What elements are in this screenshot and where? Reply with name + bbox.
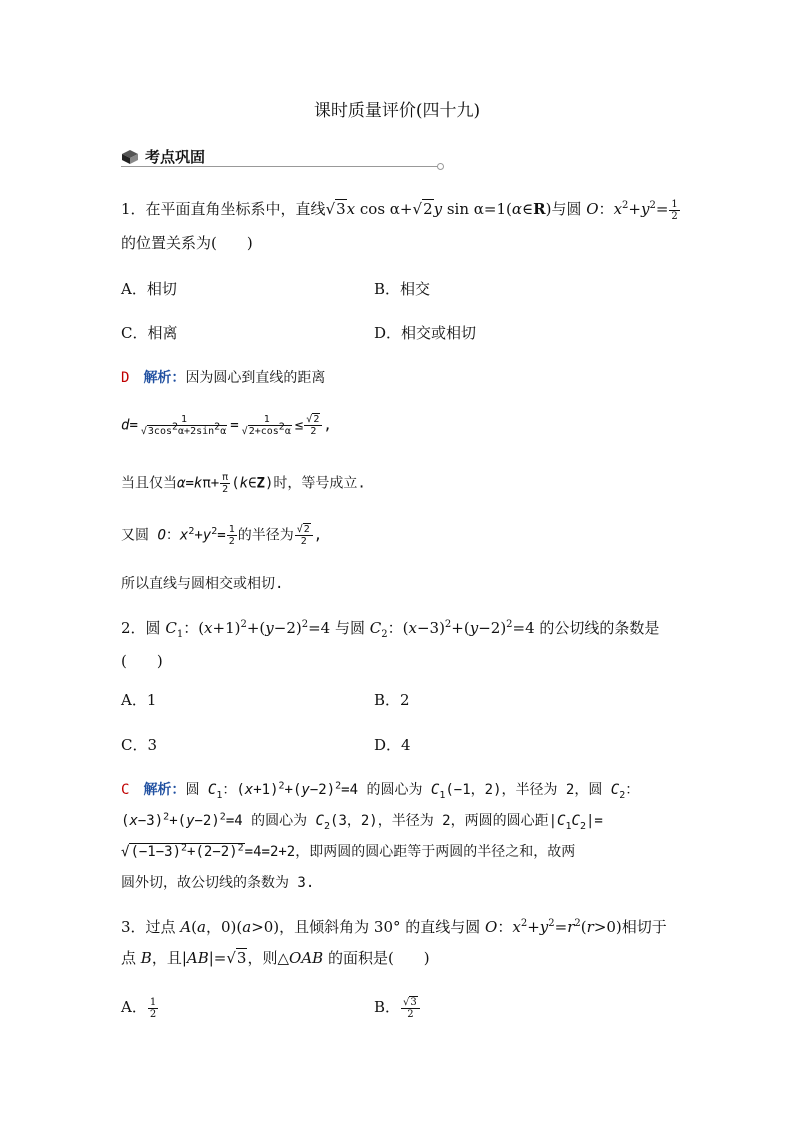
q1-option-c: C．相离	[121, 324, 178, 342]
q3-option-a: A． $\frac{1}{2}$	[121, 996, 157, 1020]
q1-stem: 1．在平面直角坐标系中，直线√3x cos α+√2y sin α=1(α∈R)与圆 O：$x^2+y^2=$ $\frac{1}{2}$	[121, 198, 681, 222]
q1-solution-conclusion: 所以直线与圆相交或相切.	[121, 576, 284, 592]
q1-option-a: A．相切	[121, 280, 177, 298]
q2-solution-line1: C 解析：圆 $C_1$：$(x+1)^2+(y-2)^2=4$ 的圆心为 $C_1(-1$，2)，半径为 2，圆 $C_2$：	[121, 780, 640, 801]
q2-solution-line2: $(x-3)^2+(y-2)^2=4$ 的圆心为 $C_2(3$，2)，半径为 2，两圆的圆心距$|C_1C_2|=$	[121, 811, 603, 832]
q1-option-b: B．相交	[374, 280, 431, 298]
q2-solution-label: 解析：	[143, 782, 186, 798]
q2-option-b: B．2	[374, 691, 410, 709]
section-divider	[121, 166, 439, 167]
q2-option-c: C．3	[121, 736, 158, 754]
q2-stem-cont: ( )	[121, 652, 163, 670]
q1-solution-label: 解析：	[143, 370, 186, 386]
section-divider-end	[437, 163, 444, 170]
q3-stem: 3．过点 A(a，0)(a>0)，且倾斜角为 30° 的直线与圆 O：$x^2+y^2=r^2(r>0)$相切于	[121, 918, 667, 936]
q2-answer: C	[121, 782, 130, 798]
cube-icon	[121, 149, 139, 165]
q2-solution-line4: 圆外切，故公切线的条数为 3.	[121, 875, 315, 891]
q1-stem-cont: 的位置关系为( )	[121, 234, 253, 252]
section-heading-text: 考点巩固	[145, 148, 206, 166]
section-heading	[121, 146, 205, 167]
q2-solution-line3: $√(-1-3)^2+(2-2)^2=4=2+2$，即两圆的圆心距等于两圆的半径之和，故两	[121, 842, 576, 860]
q2-option-a: A．1	[121, 691, 157, 709]
q1-formula: √3x cos α+√2y sin α=1(α∈R)与圆 O：$x^2+y^2=$ $\frac{1}{2}$	[325, 198, 678, 222]
q1-solution-distance: d= $\frac{1}{√3\cos^2\alpha+2\sin^2\alpha}$ = $\frac{1}{√2+\cos^2\alpha}$ ≤ $\frac{√2}{2}$ ,	[121, 414, 332, 437]
q3-stem-cont: 点 B，且|AB|=√3，则△OAB 的面积是( )	[121, 949, 430, 967]
q1-solution-equality: 当且仅当α=kπ+ $\frac{\pi}{2}$ (k∈Z)时，等号成立.	[121, 472, 366, 495]
q3-option-b: B． $\frac{√3}{2}$	[374, 996, 421, 1020]
q1-answer: D	[121, 370, 130, 386]
q1-solution-intro: D 解析：因为圆心到直线的距离	[121, 370, 326, 386]
q1-solution-radius: 又圆 O：$x^2+y^2=$ $\frac{1}{2}$ 的半径为 $\frac{√2}{2}$ ,	[121, 524, 323, 547]
q2-stem: 2．圆 $C_1$：$(x+1)^2+(y-2)^2=4$ 与圆 $C_2$：$(x-3)^2+(y-2)^2=4$ 的公切线的条数是	[121, 619, 660, 640]
q2-option-d: D．4	[374, 736, 411, 754]
q1-option-d: D．相交或相切	[374, 324, 477, 342]
page-title: 课时质量评价(四十九)	[313, 101, 481, 121]
